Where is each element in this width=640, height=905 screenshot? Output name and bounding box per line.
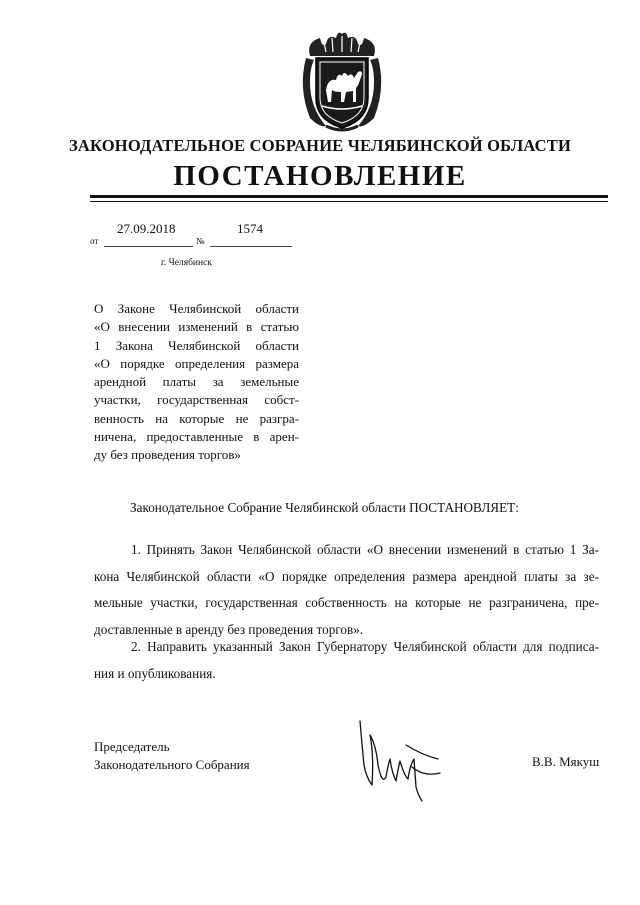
resolution-item-2 [94, 634, 599, 687]
item-line: мельные участки, государственная собственность на которые не разграничена, пре- [94, 595, 599, 610]
document-subject [94, 300, 299, 465]
subject-line: «О порядке определения размера [94, 355, 299, 371]
item-line: ния и опубликования. [94, 665, 216, 681]
subject-line: венность на которые не разгра- [94, 410, 299, 426]
subject-line: 1 Закона Челябинской области [94, 337, 299, 353]
subject-line: ду без проведения торгов» [94, 447, 241, 463]
document-type-heading: ПОСТАНОВЛЕНИЕ [173, 160, 467, 192]
organization-title: ЗАКОНОДАТЕЛЬНОЕ СОБРАНИЕ ЧЕЛЯБИНСКОЙ ОБЛАСТИ [68, 136, 572, 155]
city-label: г. Челябинск [161, 258, 212, 268]
subject-line: ничена, предоставленные в арен- [94, 429, 299, 445]
item-line: 1. Принять Закон Челябинской области «О внесении изменений в статью 1 За- [131, 542, 599, 557]
position-line: Председатель [94, 739, 170, 754]
subject-line: О Законе Челябинской области [94, 301, 299, 316]
coat-of-arms-icon [296, 28, 388, 134]
document-number: 1574 [237, 221, 263, 236]
item-line: кона Челябинской области «О порядке определения размера арендной платы за зе- [94, 568, 599, 584]
signatory-name: В.В. Мякуш [532, 754, 600, 769]
header-rule-thin [90, 201, 608, 202]
resolution-item-1 [94, 537, 599, 643]
subject-line: «О внесении изменений в статью [94, 319, 299, 335]
document-date: 27.09.2018 [117, 221, 176, 236]
signatory-position [94, 738, 250, 773]
item-line: доставленные в аренду без проведения торгов». [94, 621, 364, 637]
subject-line: арендной платы за земельные [94, 374, 299, 390]
handwritten-signature [352, 715, 452, 810]
subject-line: участки, государственная собст- [94, 392, 299, 408]
resolves-statement: Законодательное Собрание Челябинской области ПОСТАНОВЛЯЕТ: [130, 500, 519, 515]
number-label: № [196, 236, 205, 246]
header-rule-thick [90, 195, 608, 198]
date-underline [104, 246, 193, 247]
date-label: от [90, 236, 99, 246]
number-underline [210, 246, 292, 247]
position-line: Законодательного Собрания [94, 756, 250, 772]
item-line: 2. Направить указанный Закон Губернатору Челябинской области для подписа- [131, 639, 599, 654]
